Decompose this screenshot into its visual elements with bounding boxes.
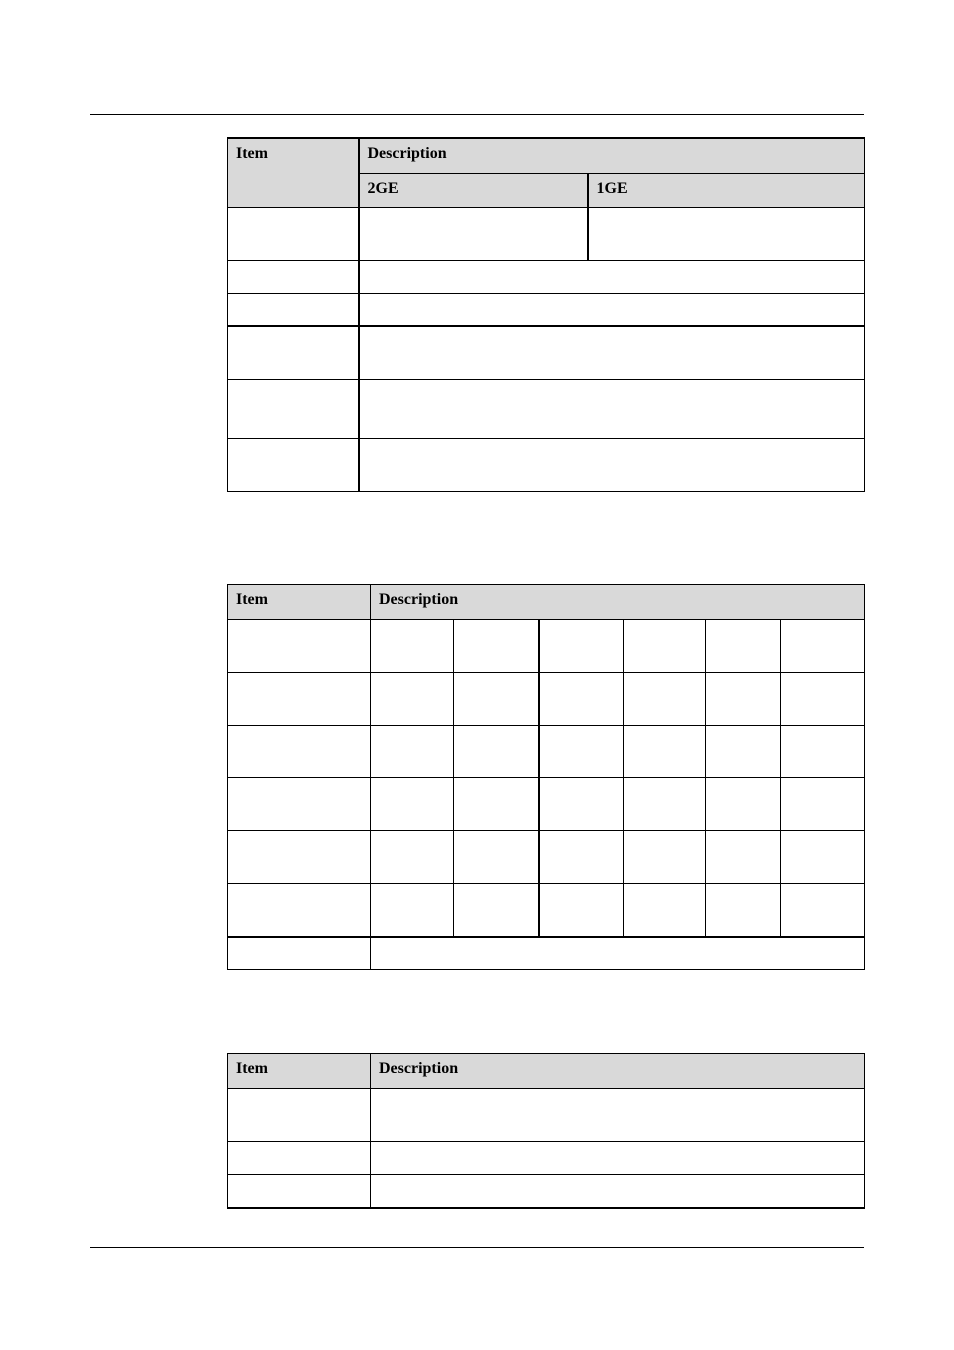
table-row bbox=[228, 673, 865, 726]
table-row bbox=[228, 620, 865, 673]
table-1-2ge-header: 2GE bbox=[359, 173, 588, 207]
table-row bbox=[228, 438, 865, 491]
table-2 bbox=[227, 584, 865, 970]
table-row bbox=[228, 326, 865, 379]
table-1-description-header: Description bbox=[359, 138, 865, 173]
table-1 bbox=[227, 137, 865, 492]
table-3-item-header: Item bbox=[228, 1054, 371, 1089]
table-row bbox=[228, 937, 865, 970]
table-row bbox=[228, 1142, 865, 1175]
table-row bbox=[228, 293, 865, 326]
table-row bbox=[228, 726, 865, 778]
table-2-description-header: Description bbox=[371, 585, 865, 620]
table-3 bbox=[227, 1053, 865, 1209]
table-row bbox=[228, 379, 865, 438]
table-3-description-header: Description bbox=[371, 1054, 865, 1089]
table-row bbox=[228, 1089, 865, 1142]
table-1-1ge-header: 1GE bbox=[588, 173, 865, 207]
table-row bbox=[228, 260, 865, 293]
table-row bbox=[228, 884, 865, 937]
table-1-item-header: Item bbox=[228, 138, 359, 207]
table-row bbox=[228, 778, 865, 831]
table-row bbox=[228, 831, 865, 884]
header-rule bbox=[90, 114, 864, 115]
table-2-item-header: Item bbox=[228, 585, 371, 620]
table-row bbox=[228, 1175, 865, 1208]
table-row bbox=[228, 207, 865, 260]
footer-rule bbox=[90, 1247, 864, 1248]
